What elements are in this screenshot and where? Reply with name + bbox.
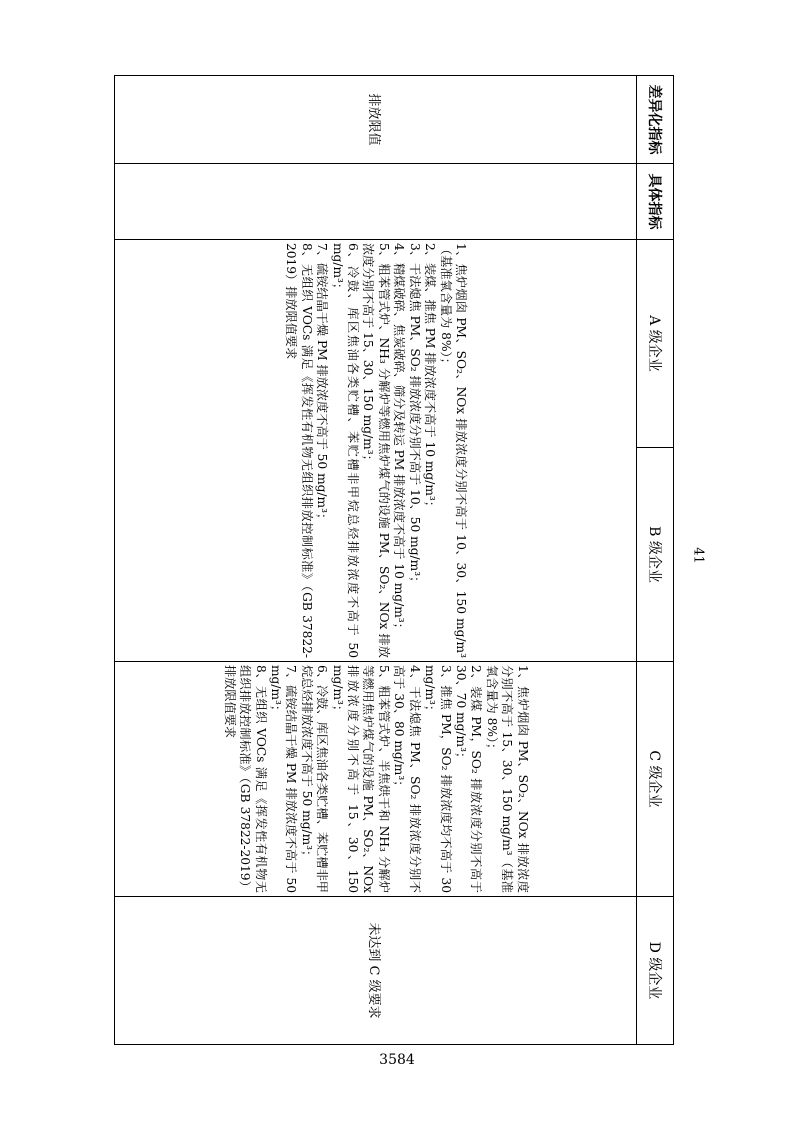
list-item: 4、精煤破碎、焦炭破碎、筛分及转运 PM 排放浓度不高于 10 mg/m³； xyxy=(392,243,407,635)
list-item: 1、焦炉烟囱 PM、SO₂、NOx 排放浓度分别不高于 15、30、150 mg/m³（基准氧含量为 8%）； xyxy=(484,665,530,893)
header-grade-b: B 级企业 xyxy=(637,448,674,662)
header-indicator: 差异化指标 xyxy=(637,76,674,164)
list-item: 5、粗苯管式炉、NH₃ 分解炉等燃用焦炉煤气的设施 PM、SO₂、NOx 排放浓度分别不高于 15、30、150 mg/m³； xyxy=(361,243,391,658)
list-item: 4、干法熄焦 PM、SO₂ 排放浓度分别不高于 30、80 mg/m³； xyxy=(392,665,422,893)
grade-c-requirements xyxy=(115,662,637,897)
list-item: 6、冷鼓、库区焦油各类贮槽、苯贮槽非甲烷总烃排放浓度不高于 50 mg/m³； xyxy=(299,665,330,893)
detail-cell xyxy=(115,164,637,240)
rotated-table-wrapper xyxy=(114,75,674,1044)
emission-limits-table xyxy=(114,75,674,1045)
footer-number: 3584 xyxy=(379,1052,415,1068)
list-item: 7、硫铵结晶干燥 PM 排放浓度不高于 50 mg/m³； xyxy=(269,665,299,893)
list-item: 2、装煤 PM，SO₂ 排放浓度分别不高于 30、70 mg/m³； xyxy=(453,665,484,893)
list-item: 3、推焦 PM，SO₂ 排放浓度均不高于 30 mg/m³； xyxy=(423,665,453,893)
page-number: 41 xyxy=(690,547,706,564)
header-grade-a: A 级企业 xyxy=(637,240,674,448)
header-grade-c: C 级企业 xyxy=(637,662,674,897)
list-item: 6、冷鼓、库区焦油各类贮槽、苯贮槽非甲烷总烃排放浓度不高于 50 mg/m³； xyxy=(330,243,361,658)
list-item: 1、焦炉烟囱 PM、SO₂、NOx 排放浓度分别不高于 10、30、150 mg/m³（基准氧含量为 8%）； xyxy=(438,243,468,658)
list-item: 7、硫铵结晶干燥 PM 排放浓度不高于 50 mg/m³； xyxy=(315,243,330,526)
header-grade-d: D 级企业 xyxy=(637,897,674,1045)
table-row xyxy=(115,76,637,1045)
indicator-cell: 排放限值 xyxy=(115,76,637,164)
table-header-row xyxy=(637,76,674,1045)
grade-d-requirement: 未达到 C 级要求 xyxy=(115,897,637,1045)
list-item: 8、无组织 VOCs 满足《挥发性有机物无组织排放控制标准》（GB 37822-2019）排放限值要求 xyxy=(222,665,268,893)
header-detail: 具体指标 xyxy=(637,164,674,240)
list-item: 8、无组织 VOCs 满足《挥发性有机物无组织排放控制标准》（GB 37822-2019）排放限值要求 xyxy=(284,243,314,658)
grade-ab-requirements xyxy=(115,240,637,662)
list-item: 2、装煤、推焦 PM 排放浓度不高于 10 mg/m³； xyxy=(423,243,438,513)
list-item: 3、干法熄焦 PM、SO₂ 排放浓度分别不高于 10、50 mg/m³； xyxy=(407,243,422,589)
list-item: 5、粗苯管式炉、半焦烘干和 NH₃ 分解炉等燃用焦炉煤气的设施 PM、SO₂、NOx 排放浓度分别不高于 15、30、150 mg/m³； xyxy=(330,665,391,893)
